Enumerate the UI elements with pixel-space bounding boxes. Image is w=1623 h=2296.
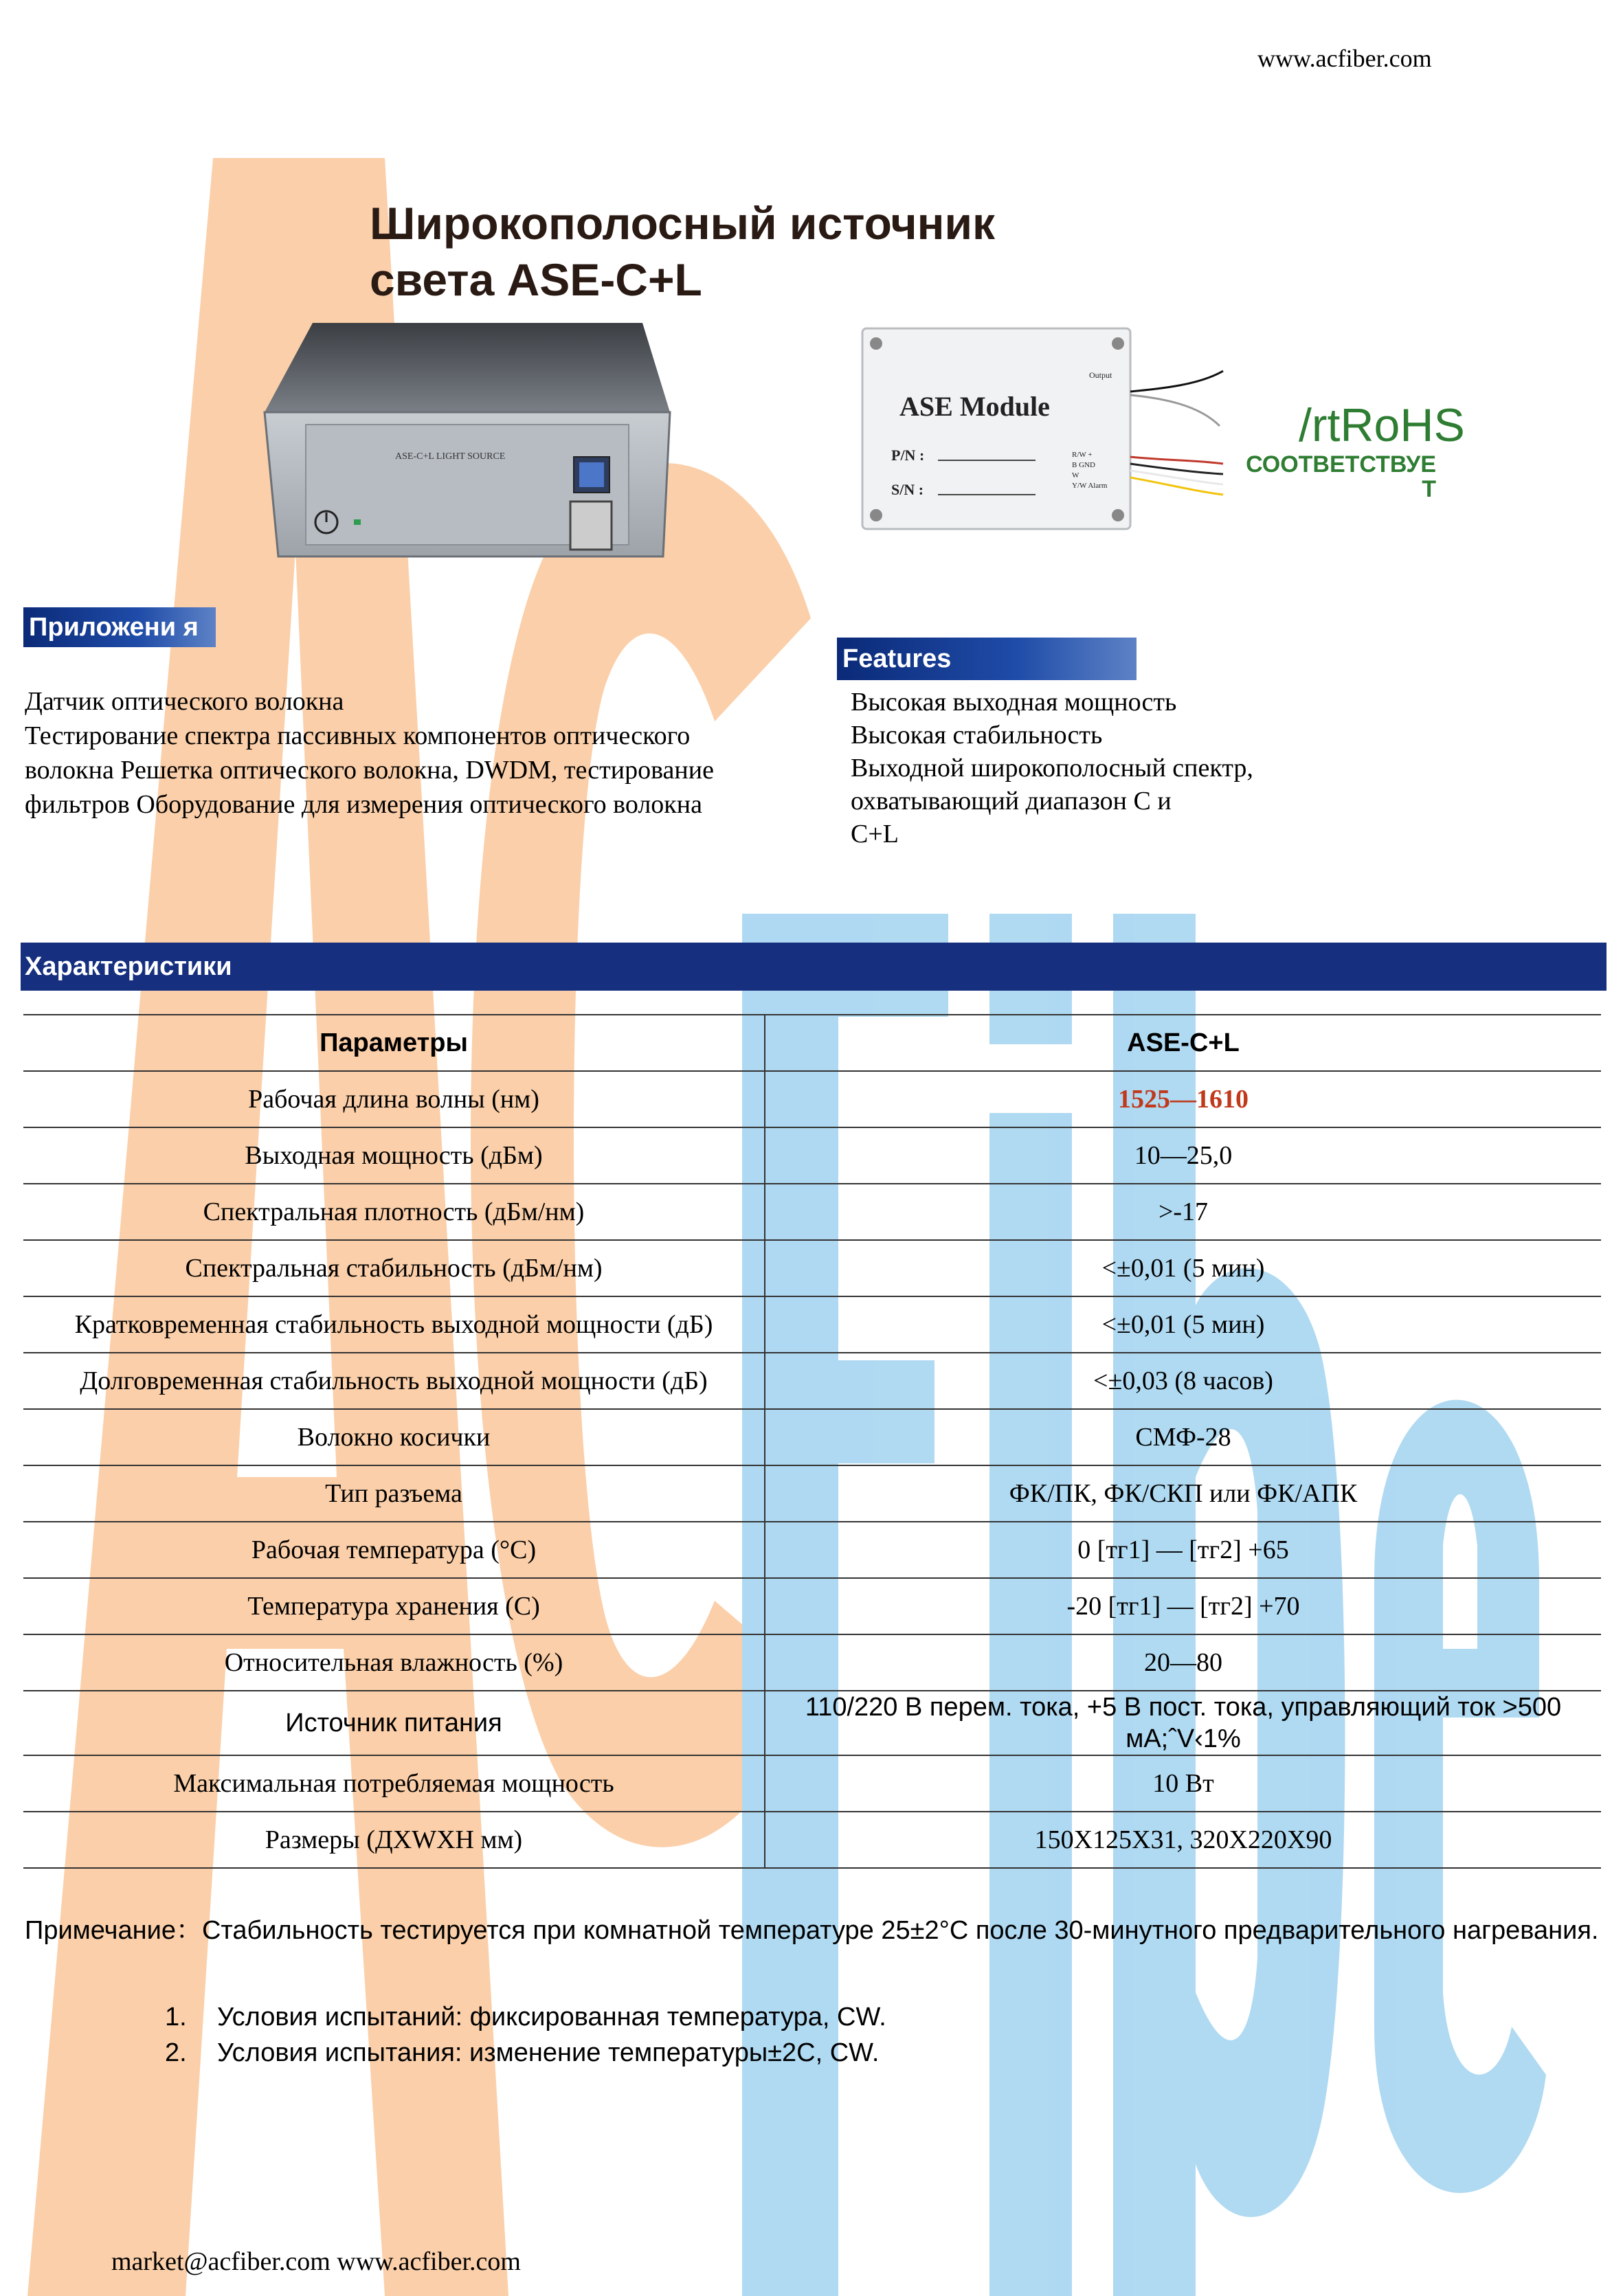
value-cell: 110/220 В перем. тока, +5 В пост. тока, управляющий ток >500 мА;ˆV‹1% [765,1691,1601,1755]
title-line-1: Широкополосный источник [370,198,996,249]
table-row [23,1465,1601,1522]
note-item [165,1999,886,2035]
ase-module-image [855,323,1227,536]
value-cell: 150X125X31, 320X220X90 [765,1812,1601,1868]
features-list [851,686,1469,848]
table-row [23,1578,1601,1634]
value-cell: 1525—1610 [765,1071,1601,1127]
table-row [23,1812,1601,1868]
applications-line: Тестирование спектра пассивных компонентов оптического [25,721,691,750]
module-wire-label-2: B GND [1072,461,1095,469]
param-cell: Волокно косички [23,1409,765,1465]
features-heading: Features [837,638,1137,680]
features-line: охватывающий диапазон C и [851,787,1172,815]
column-header-parameters: Параметры [23,1015,765,1071]
value-cell: ФК/ПК, ФК/СКП или ФК/АПК [765,1465,1601,1522]
param-cell: Выходная мощность (дБм) [23,1127,765,1184]
features-line: Высокая выходная мощность [851,688,1177,717]
param-cell: Тип разъема [23,1465,765,1522]
device-panel-label: ASE-C+L LIGHT SOURCE [395,451,506,462]
value-cell: 0 [тг1] — [тг2] +65 [765,1522,1601,1578]
table-row [23,1071,1601,1127]
value-cell: -20 [тг1] — [тг2] +70 [765,1578,1601,1634]
note-list [165,1999,886,2071]
features-line: C+L [851,820,899,848]
table-row [23,1634,1601,1691]
table-row [23,1755,1601,1812]
value-cell: 10—25,0 [765,1127,1601,1184]
table-row [23,1296,1601,1353]
param-cell: Спектральная плотность (дБм/нм) [23,1184,765,1240]
table-row [23,1409,1601,1465]
note-text: Стабильность тестируется при комнатной температуре 25±2°C после 30-минутного предварительного нагревания. [201,1916,1599,1945]
specifications-table [23,1014,1601,1869]
header-url[interactable]: www.acfiber.com [1257,45,1432,72]
param-cell: Температура хранения (C) [23,1578,765,1634]
note-item-text: Условия испытания: изменение температуры±2C, CW. [217,2038,880,2067]
module-pn-label: P/N : [891,447,925,464]
note-item-number: 1. [165,2003,187,2031]
rohs-compliant-text: СООТВЕТСТВУЕ Т [1246,451,1436,502]
param-cell: Долговременная стабильность выходной мощности (дБ) [23,1353,765,1409]
value-cell: <±0,03 (8 часов) [765,1353,1601,1409]
page-title [370,195,995,308]
table-row [23,1691,1601,1755]
features-line: Выходной широкополосный спектр, [851,754,1253,783]
rohs-badge [1246,398,1465,502]
module-wire-label-1: R/W + [1072,451,1093,459]
note-item-number: 2. [165,2038,187,2067]
module-title: ASE Module [899,391,1050,422]
param-cell: Рабочая длина волны (нм) [23,1071,765,1127]
param-cell: Размеры (ДXWXН мм) [23,1812,765,1868]
applications-line: Датчик оптического волокна [25,687,344,716]
value-cell: >-17 [765,1184,1601,1240]
column-header-model: ASE-C+L [765,1015,1601,1071]
table-header-row [23,1015,1601,1071]
table-row [23,1240,1601,1296]
value-cell: <±0,01 (5 мин) [765,1240,1601,1296]
module-wire-label-4: Y/W Alarm [1072,482,1108,490]
value-cell: СМФ-28 [765,1409,1601,1465]
rohs-main-text: /rtRoHS [1299,399,1465,451]
note-label: Примечание： [25,1916,202,1945]
note-paragraph [25,1903,1605,1958]
module-wire-label-3: W [1072,471,1079,480]
footer-contact[interactable]: market@acfiber.com www.acfiber.com [111,2247,521,2276]
value-cell: 20—80 [765,1634,1601,1691]
applications-heading: Приложени я [23,607,216,647]
table-row [23,1353,1601,1409]
applications-line: фильтров Оборудование для измерения оптического волокна [25,790,702,819]
param-cell: Рабочая температура (°C) [23,1522,765,1578]
table-row [23,1184,1601,1240]
param-cell: Максимальная потребляемая мощность [23,1755,765,1812]
table-row [23,1127,1601,1184]
module-sn-label: S/N : [891,481,924,498]
light-source-device-image [258,295,677,563]
note-item [165,2035,886,2071]
value-cell: 10 Вт [765,1755,1601,1812]
value-cell: <±0,01 (5 мин) [765,1296,1601,1353]
table-row [23,1522,1601,1578]
characteristics-heading: Характеристики [21,943,1607,991]
param-cell: Спектральная стабильность (дБм/нм) [23,1240,765,1296]
param-cell: Относительная влажность (%) [23,1634,765,1691]
features-line: Высокая стабильность [851,721,1103,750]
module-output-label: Output [1089,370,1112,380]
param-cell: Кратковременная стабильность выходной мощности (дБ) [23,1296,765,1353]
note-item-text: Условия испытаний: фиксированная температура, CW. [217,2003,886,2031]
applications-list [25,684,822,822]
applications-line: волокна Решетка оптического волокна, DWDM, тестирование [25,756,714,785]
param-cell: Источник питания [23,1691,765,1755]
title-line-2: света ASE-C+L [370,254,702,305]
